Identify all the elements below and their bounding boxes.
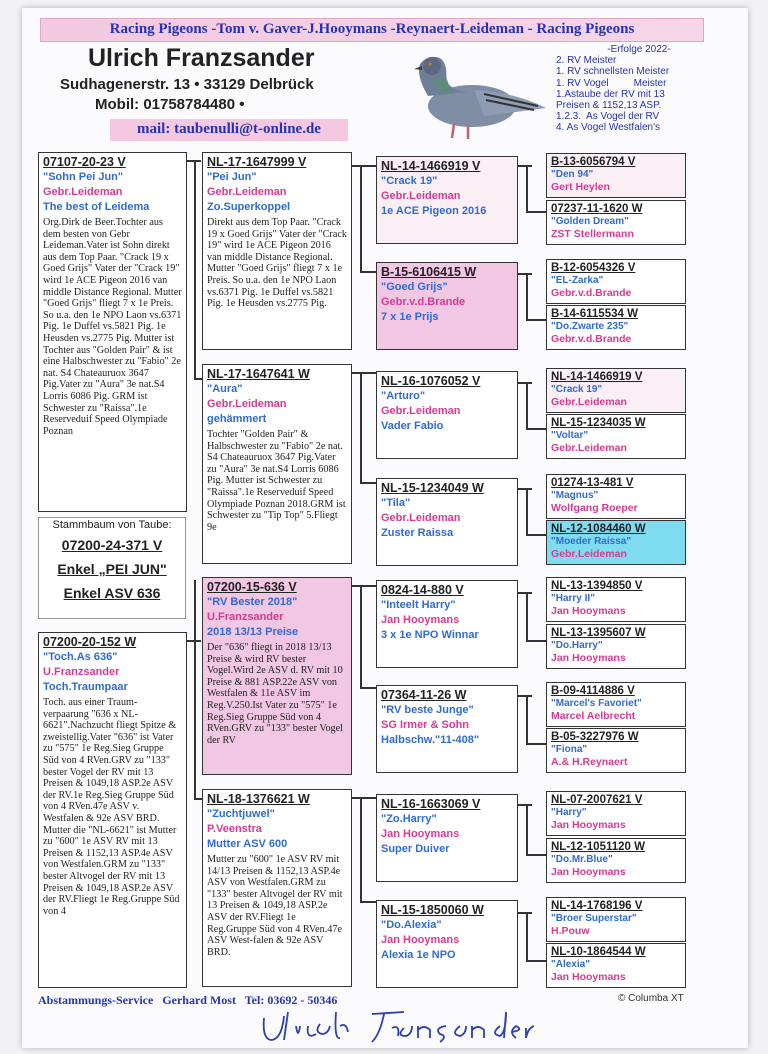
connector-line bbox=[526, 695, 528, 743]
connector-line bbox=[518, 488, 532, 490]
pigeon-name: "Harry II" bbox=[551, 593, 595, 604]
connector-line bbox=[360, 372, 362, 482]
breeder: Jan Hooymans bbox=[381, 828, 460, 840]
ancestor-box bbox=[546, 943, 686, 988]
grandsire-box bbox=[202, 152, 352, 350]
ring-number: NL-07-2007621 V bbox=[551, 794, 643, 806]
comment: Zo.Superkoppel bbox=[207, 201, 291, 213]
ring-number: 07200-15-636 V bbox=[207, 580, 297, 594]
connector-line bbox=[526, 592, 528, 640]
breeder: ZST Stellermann bbox=[551, 228, 634, 240]
pigeon-name: "Zuchtjuwel" bbox=[207, 808, 275, 820]
pigeon-name: "Broer Superstar" bbox=[551, 913, 637, 924]
connector-line bbox=[526, 382, 528, 428]
breeder: Wolfgang Roeper bbox=[551, 502, 638, 514]
ring-number: B-05-3227976 W bbox=[551, 731, 639, 743]
ring-number: B-14-6115534 W bbox=[551, 308, 638, 320]
connector-line bbox=[518, 912, 532, 914]
pigeon-name: "RV Bester 2018" bbox=[207, 596, 298, 608]
results-line: 4. As Vogel Westfalen's bbox=[556, 122, 661, 134]
results-line: 2. RV Meister bbox=[556, 55, 617, 67]
connector-line bbox=[526, 534, 546, 536]
pigeon-name: "Tila" bbox=[381, 497, 411, 509]
comment: Toch.Traumpaar bbox=[43, 681, 128, 693]
results-line: 1.2.3. As Vogel der RV bbox=[556, 111, 660, 123]
breeder: H.Pouw bbox=[551, 925, 590, 937]
ring-number: NL-12-1084460 W bbox=[551, 523, 646, 535]
results-title: -Erfolge 2022- bbox=[607, 44, 671, 55]
ring-number: 0824-14-880 V bbox=[381, 583, 464, 597]
pigeon-name: "Zo.Harry" bbox=[381, 813, 437, 825]
connector-line bbox=[526, 912, 528, 960]
breeder: Gebr.Leideman bbox=[551, 548, 627, 560]
connector-line bbox=[518, 804, 532, 806]
granddam-box bbox=[202, 789, 352, 987]
comment: Halbschw."11-408" bbox=[381, 734, 480, 746]
connector-line bbox=[526, 640, 546, 642]
results-2022 bbox=[556, 44, 722, 134]
header-banner bbox=[40, 18, 704, 42]
ring-number: NL-16-1663069 V bbox=[381, 797, 481, 811]
subject-label: Stammbaum von Taube: bbox=[52, 519, 172, 531]
connector-line bbox=[360, 687, 376, 689]
ring-number: 07107-20-23 V bbox=[43, 155, 126, 169]
comment: The best of Leidema bbox=[43, 201, 150, 213]
breeder: Gebr.Leideman bbox=[207, 186, 287, 198]
connector-line bbox=[526, 211, 546, 213]
comment: 3 x 1e NPO Winnar bbox=[381, 629, 479, 641]
ancestor-box bbox=[376, 262, 518, 350]
breeder: P.Veenstra bbox=[207, 823, 262, 835]
pedigree-subject bbox=[38, 517, 186, 619]
pigeon-name: "Marcel's Favoriet" bbox=[551, 698, 642, 709]
connector-line bbox=[360, 165, 362, 271]
ring-number: B-12-6054326 V bbox=[551, 262, 636, 274]
ancestor-box bbox=[546, 577, 686, 622]
owner-address: Sudhagenerstr. 13 • 33129 Delbrück bbox=[60, 76, 314, 93]
ancestor-box bbox=[546, 153, 686, 198]
ancestor-box bbox=[546, 520, 686, 565]
banner-text: Racing Pigeons -Tom v. Gaver-J.Hooymans -Reynaert-Leideman - Racing Pigeons bbox=[109, 21, 635, 37]
ancestor-box bbox=[546, 414, 686, 459]
subject-line-1: Enkel „PEI JUN" bbox=[57, 561, 167, 577]
breeder: Gebr.v.d.Brande bbox=[551, 333, 632, 345]
ancestor-box bbox=[376, 156, 518, 244]
breeder: U.Franzsander bbox=[43, 666, 120, 678]
breeder: Jan Hooymans bbox=[551, 605, 626, 617]
connector-line bbox=[518, 273, 532, 275]
ring-number: NL-15-1234049 W bbox=[381, 481, 484, 495]
owner-mail: mail: taubenulli@t-online.de bbox=[137, 121, 321, 137]
subject-line-2: Enkel ASV 636 bbox=[63, 585, 161, 601]
comment: Super Duiver bbox=[381, 843, 450, 855]
footer-service: Abstammungs-Service Gerhard Most Tel: 03692 - 50346 bbox=[38, 993, 338, 1007]
breeder: Gebr.v.d.Brande bbox=[551, 287, 632, 299]
ring-number: NL-14-1466919 V bbox=[381, 159, 481, 173]
breeder: Marcel Aelbrecht bbox=[551, 710, 636, 722]
comment: 2018 13/13 Preise bbox=[207, 626, 299, 638]
pigeon-name: "Pei Jun" bbox=[207, 171, 257, 183]
connector-line bbox=[518, 382, 532, 384]
ancestor-box bbox=[546, 200, 686, 245]
ancestor-box bbox=[546, 838, 686, 883]
breeder: Jan Hooymans bbox=[551, 866, 626, 878]
connector-line bbox=[518, 592, 532, 594]
pigeon-name: "Goed Grijs" bbox=[381, 281, 448, 293]
connector-line bbox=[526, 804, 528, 854]
breeder: Jan Hooymans bbox=[551, 652, 626, 664]
ancestor-box bbox=[376, 371, 518, 459]
ancestor-box bbox=[546, 728, 686, 773]
comment: Mutter ASV 600 bbox=[207, 838, 288, 850]
comment: Vader Fabio bbox=[381, 420, 444, 432]
breeder: Jan Hooymans bbox=[381, 934, 460, 946]
breeder: Gebr.v.d.Brande bbox=[381, 296, 466, 308]
comment: 1e ACE Pigeon 2016 bbox=[381, 205, 487, 217]
results-line: 1.Astaube der RV mit 13 bbox=[556, 88, 665, 100]
pigeon-name: "Den 94" bbox=[551, 169, 594, 180]
breeder: Gebr.Leideman bbox=[381, 190, 461, 202]
pigeon-name: "Do.Alexia" bbox=[381, 919, 442, 931]
ancestor-box bbox=[546, 305, 686, 350]
breeder: Jan Hooymans bbox=[381, 614, 460, 626]
description: Toch. aus einer Traum-verpaarung "636 x NL-6621".Nachzucht fliegt Spitze & zweistellig.Vater "636" ist Vater zu "575" 1e Reg.Sieg Gruppe Süd von 4 RVen.GRV zu "133" bester Vogel der RV mit 13 Preisen & 1049,18 ASP.2e ASV der RV.1e Reg.Sieg Gruppe Süd von 4 RVen.47e ASV v. Westfalen & 92e ASV BRD. Mutter die "NL-6621" ist Mutter zu "600" 1e ASV RV mit 13 Preisen & 1152,13 ASP.4e ASV von Westfalen.GRM zu "133" bester Altvogel der RV mit 13 Preisen & 1049,18 ASP.2e ASV der RV.Fliegt 1e Reg.Gruppe Süd von 4 bbox=[43, 697, 180, 917]
connector-line bbox=[352, 585, 376, 587]
connector-line bbox=[352, 372, 376, 374]
ancestor-box bbox=[376, 478, 518, 566]
ancestor-box bbox=[546, 259, 686, 304]
description: Tochter "Golden Pair" & Halbschwester zu "Fabio" 2e nat. S4 Chateauruox 3647 Pig.Vater zu "Aura" 3e nat.S4 Lorris 6086 Pig. Mutter ist Schwester zu "Raissa".1e Reserveduif Speed Olympiade Poznan 2018.GRM ist Schwester zu "Tip Top" 5.Fliegt 9e bbox=[207, 429, 346, 533]
owner-name: Ulrich Franzsander bbox=[88, 44, 315, 72]
pigeon-name: "Fiona" bbox=[551, 744, 588, 755]
description: Direkt aus dem Top Paar. "Crack 19 x Goed Grijs" Vater der "Crack 19" wird 1e ACE Pigeon 2016 van middle Distance Regional. Mutter "Goed Grijs" fliegt 7 x 1e Preis. So u.a. den 1e NPO Laon vs.6371 Pig. 1e Duffel vs.5821 Pig. 1e Heusden vs.2775 Pig. bbox=[207, 217, 347, 310]
breeder: Gebr.Leideman bbox=[43, 186, 123, 198]
sire-box bbox=[38, 152, 187, 512]
comment: gehämmert bbox=[207, 413, 267, 425]
connector-line bbox=[526, 488, 528, 534]
subject-ring: 07200-24-371 V bbox=[61, 537, 163, 553]
ancestor-box bbox=[546, 474, 686, 519]
connector-line bbox=[526, 960, 546, 962]
ancestor-box bbox=[376, 900, 518, 988]
breeder: A.& H.Reynaert bbox=[551, 756, 628, 768]
ancestor-box bbox=[546, 682, 686, 727]
description: Mutter zu "600" 1e ASV RV mit 14/13 Preisen & 1152,13 ASP.4e ASV von Westfalen.GRM zu "133" bester Altvogel der RV mit 13 Preisen & 1049,18 ASP.2e ASV der RV.Fliegt 1e Reg.Gruppe Süd von 4 RVen.47e ASV West-falen & 92e ASV BRD. bbox=[207, 854, 343, 958]
ancestor-box bbox=[546, 368, 686, 413]
breeder: U.Franzsander bbox=[207, 611, 284, 623]
ring-number: NL-14-1466919 V bbox=[551, 371, 643, 383]
pigeon-name: "Crack 19" bbox=[381, 175, 438, 187]
ring-number: NL-14-1768196 V bbox=[551, 900, 643, 912]
pigeon-name: "Crack 19" bbox=[551, 384, 603, 395]
pigeon-name: "EL-Zarka" bbox=[551, 275, 604, 286]
comment: 7 x 1e Prijs bbox=[381, 311, 439, 323]
footer-copyright: © Columba XT bbox=[618, 993, 684, 1004]
ring-number: NL-15-1234035 W bbox=[551, 417, 646, 429]
ring-number: B-13-6056794 V bbox=[551, 156, 636, 168]
connector-line bbox=[360, 271, 376, 273]
ancestor-box bbox=[376, 794, 518, 882]
connector-line bbox=[518, 695, 532, 697]
connector-line bbox=[360, 797, 362, 901]
granddam-box bbox=[202, 364, 352, 564]
grandsire-box bbox=[202, 577, 352, 775]
comment: Zuster Raissa bbox=[381, 527, 454, 539]
description: Der "636" fliegt in 2018 13/13 Preise & wird RV bester Vogel.Wird 2e ASV d. RV mit 10 Preise & 881 ASP.22e ASV von Westfalen & 11e ASV im Reg.V.250.Ist Vater zu "575" 1e Reg.Sieg Gruppe Süd von 4 RVen.GRV zu "133" bester Vogel der RV bbox=[207, 642, 343, 746]
results-line: 1. RV schnellsten Meister bbox=[556, 66, 670, 78]
ring-number: 07364-11-26 W bbox=[381, 688, 467, 702]
ring-number: NL-13-1395607 W bbox=[551, 627, 646, 639]
breeder: Gebr.Leideman bbox=[551, 442, 627, 454]
description: Org.Dirk de Beer.Tochter aus dem besten von Gebr Leideman.Vater ist Sohn direkt aus dem Top Paar. "Crack 19 x Goed Grijs" Vater der "Crack 19" wird 1e ACE Pigeon 2016 van middle Distance Regional. Mutter "Goed Grijs" fliegt 7 x 1e Preis. So u.a. den 1e NPO Laon vs.6371 Pig. 1e Duffel vs.5821 Pig. 1e Heusden vs.2775 Pig. Mutter ist Tochter aus "Golden Pair" & ist eine Halbschwester zu "Fabio" 2e nat. S4 Chateauruox 3647 Pig.Vater zu "Aura" 3e nat.S4 Lorris 6086 Pig. GRM ist Schwester zu "Raissa".1e Reserveduif Speed Olympiade Poznan bbox=[43, 217, 182, 437]
connector-line bbox=[526, 428, 546, 430]
breeder: Jan Hooymans bbox=[551, 971, 626, 983]
comment: Alexia 1e NPO bbox=[381, 949, 456, 961]
connector-line bbox=[352, 797, 376, 799]
breeder: Gebr.Leideman bbox=[551, 396, 627, 408]
pigeon-name: "RV beste Junge" bbox=[381, 704, 474, 716]
connector-line bbox=[360, 585, 362, 687]
pigeon-name: "Moeder Raissa" bbox=[551, 536, 632, 547]
ring-number: NL-10-1864544 W bbox=[551, 946, 646, 958]
ring-number: 07200-20-152 W bbox=[43, 635, 137, 649]
connector-line bbox=[360, 901, 376, 903]
connector-line bbox=[352, 165, 376, 167]
pigeon-photo bbox=[388, 46, 548, 144]
connector-line bbox=[526, 743, 546, 745]
pigeon-name: "Inteelt Harry" bbox=[381, 599, 456, 611]
pigeon-name: "Golden Dream" bbox=[551, 216, 629, 227]
breeder: Gebr.Leideman bbox=[381, 405, 461, 417]
ancestor-box bbox=[546, 624, 686, 669]
signature bbox=[254, 1004, 534, 1050]
dam-box bbox=[38, 632, 187, 988]
connector-line bbox=[526, 319, 546, 321]
connector-line bbox=[526, 854, 546, 856]
connector-line bbox=[526, 273, 528, 319]
ancestor-box bbox=[376, 685, 518, 773]
ring-number: NL-17-1647999 V bbox=[207, 155, 307, 169]
connector-line bbox=[518, 165, 532, 167]
pigeon-name: "Arturo" bbox=[381, 390, 426, 402]
results-line: 1. RV Vogel Meister bbox=[556, 77, 667, 89]
pigeon-name: "Do.Zwarte 235" bbox=[551, 321, 629, 332]
pigeon-name: "Magnus" bbox=[551, 490, 599, 501]
connector-line bbox=[526, 165, 528, 211]
pigeon-name: "Aura" bbox=[207, 383, 243, 395]
connector-line bbox=[360, 482, 376, 484]
ring-number: NL-12-1051120 W bbox=[551, 841, 645, 853]
ring-number: 07237-11-1620 W bbox=[551, 203, 643, 215]
connector-line bbox=[194, 798, 202, 800]
connector-line bbox=[194, 378, 202, 380]
ancestor-box bbox=[546, 791, 686, 836]
pigeon-name: "Toch.As 636" bbox=[43, 651, 118, 663]
ring-number: NL-13-1394850 V bbox=[551, 580, 643, 592]
breeder: Gebr.Leideman bbox=[207, 398, 287, 410]
ring-number: 01274-13-481 V bbox=[551, 477, 634, 489]
ring-number: B-09-4114886 V bbox=[551, 685, 635, 697]
connector-line bbox=[194, 580, 196, 798]
pigeon-name: "Voltar" bbox=[551, 430, 589, 441]
owner-mobile: Mobil: 01758784480 • bbox=[95, 96, 245, 113]
breeder: SG Irmer & Sohn bbox=[381, 719, 470, 731]
ancestor-box bbox=[376, 580, 518, 668]
pigeon-name: "Do.Harry" bbox=[551, 640, 603, 651]
ring-number: NL-16-1076052 V bbox=[381, 374, 481, 388]
breeder: Gebr.Leideman bbox=[381, 512, 461, 524]
ring-number: B-15-6106415 W bbox=[381, 265, 477, 279]
results-line: Preisen & 1152,13 ASP. bbox=[556, 100, 662, 112]
pigeon-name: "Alexia" bbox=[551, 959, 590, 970]
connector-line bbox=[194, 160, 196, 378]
pigeon-name: "Harry" bbox=[551, 807, 587, 818]
pigeon-name: "Do.Mr.Blue" bbox=[551, 854, 613, 865]
ring-number: NL-18-1376621 W bbox=[207, 792, 310, 806]
breeder: Jan Hooymans bbox=[551, 819, 626, 831]
ring-number: NL-17-1647641 W bbox=[207, 367, 310, 381]
mail-box bbox=[110, 119, 348, 141]
pigeon-name: "Sohn Pei Jun" bbox=[43, 171, 124, 183]
ring-number: NL-15-1850060 W bbox=[381, 903, 484, 917]
breeder: Gert Heylen bbox=[551, 181, 610, 193]
ancestor-box bbox=[546, 897, 686, 942]
